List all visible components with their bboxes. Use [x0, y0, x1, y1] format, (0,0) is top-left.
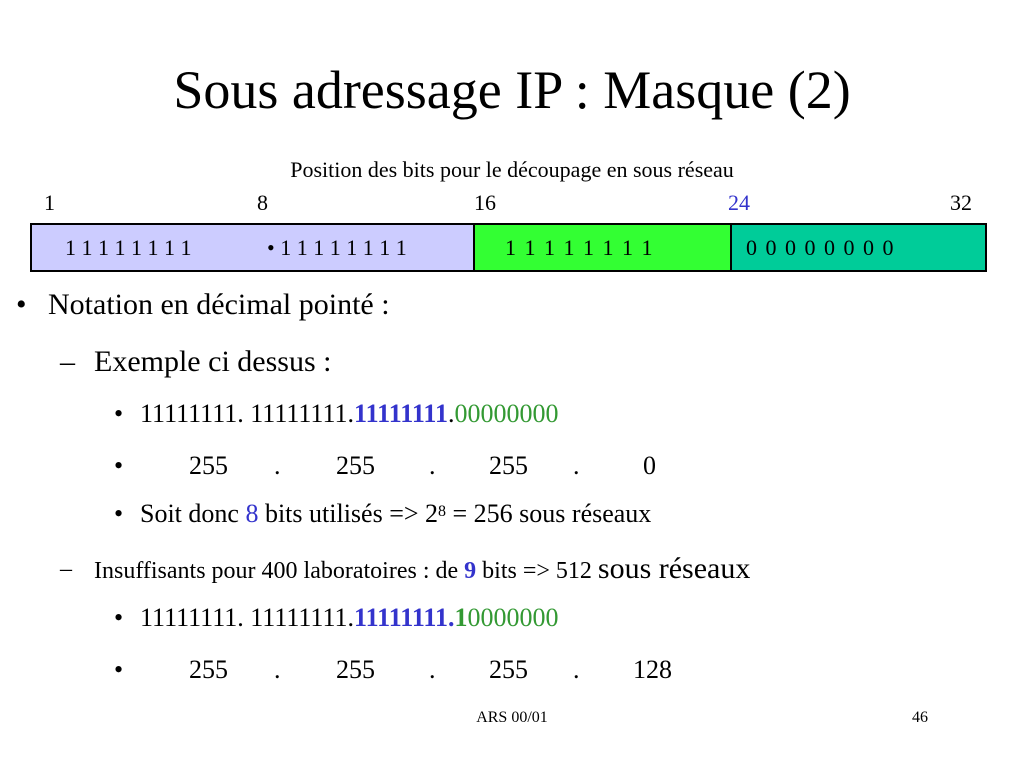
subnet-bits-count: 8 [245, 499, 259, 528]
decimal-dot: . [274, 451, 281, 480]
decimal-dot: . [573, 655, 580, 684]
host-bits-segment [730, 223, 987, 272]
decimal-dot: . [429, 655, 436, 684]
decimal-octet-4: 128 [633, 655, 672, 684]
mask-binary-host: 00000000 [454, 399, 559, 428]
insufficient-prefix: Insuffisants pour 400 laboratoires : de [94, 558, 465, 584]
mask-binary-prefix: 11111111. 11111111. [140, 603, 354, 632]
decimal-octet-2: 255 [336, 451, 375, 480]
octet-3-bits: 1 1 1 1 1 1 1 1 [505, 235, 653, 260]
bit-position-8: 8 [257, 190, 268, 215]
subnet-count-prefix: Soit donc [140, 499, 246, 528]
bullet-marker: • [114, 399, 124, 428]
nine-bits-count: 9 [464, 558, 477, 584]
network-bits-segment [30, 223, 475, 272]
bit-position-1: 1 [44, 190, 55, 215]
slide-title: Sous adressage IP : Masque (2) [173, 60, 851, 120]
mask-binary-prefix: 11111111. 11111111. [140, 399, 354, 428]
dash-marker: – [60, 345, 75, 378]
mask-binary-extra-bit: 1 [454, 603, 468, 632]
subnet-count-line [140, 498, 651, 530]
mask-binary-subnet: 11111111. [354, 603, 455, 632]
decimal-octet-3: 255 [489, 655, 528, 684]
subnet-count-text: bits utilisés => 2 [258, 499, 439, 528]
octet-1-bits: 1 1 1 1 1 1 1 1 [65, 235, 192, 260]
decimal-octet-4: 0 [643, 451, 656, 480]
notation-heading: Notation en décimal pointé : [48, 288, 390, 321]
footer-page-number: 46 [912, 709, 928, 726]
dash-marker: – [60, 556, 72, 582]
exponent: 8 [438, 503, 447, 520]
decimal-octet-3: 255 [489, 451, 528, 480]
bullet-marker: • [114, 499, 124, 528]
mask-binary-9bits [140, 602, 558, 634]
decimal-octet-1: 255 [189, 655, 228, 684]
decimal-dot: . [429, 451, 436, 480]
decimal-octet-1: 255 [189, 451, 228, 480]
decimal-octet-2: 255 [336, 655, 375, 684]
exemple-heading: Exemple ci dessus : [94, 345, 332, 378]
octet-2-bits: • 1 1 1 1 1 1 1 1 [267, 235, 407, 260]
bullet-marker: • [114, 655, 124, 684]
subnet-bits-segment [473, 223, 732, 272]
decimal-dot: . [573, 451, 580, 480]
bullet-marker: • [114, 451, 124, 480]
subnet-count-result: = 256 sous réseaux [446, 499, 652, 528]
bit-position-24: 24 [728, 190, 750, 215]
mask-binary-subnet: 11111111 [354, 399, 448, 428]
decimal-dot: . [274, 655, 281, 684]
insufficient-middle: bits => 512 [476, 558, 598, 584]
bullet-marker: • [114, 603, 124, 632]
insufficient-line [94, 553, 750, 587]
bit-position-16: 16 [474, 190, 496, 215]
octet-4-bits: 0 0 0 0 0 0 0 0 [746, 235, 894, 260]
mask-binary-host: 0000000 [467, 603, 559, 632]
mask-binary-8bits [140, 398, 558, 430]
footer-course-label: ARS 00/01 [476, 709, 548, 726]
insufficient-suffix: sous réseaux [597, 552, 751, 585]
bit-position-32: 32 [950, 190, 972, 215]
bit-position-caption: Position des bits pour le découpage en sous réseau [290, 157, 734, 182]
mask-binary-dot: . [447, 399, 455, 428]
bullet-marker: • [16, 288, 27, 321]
